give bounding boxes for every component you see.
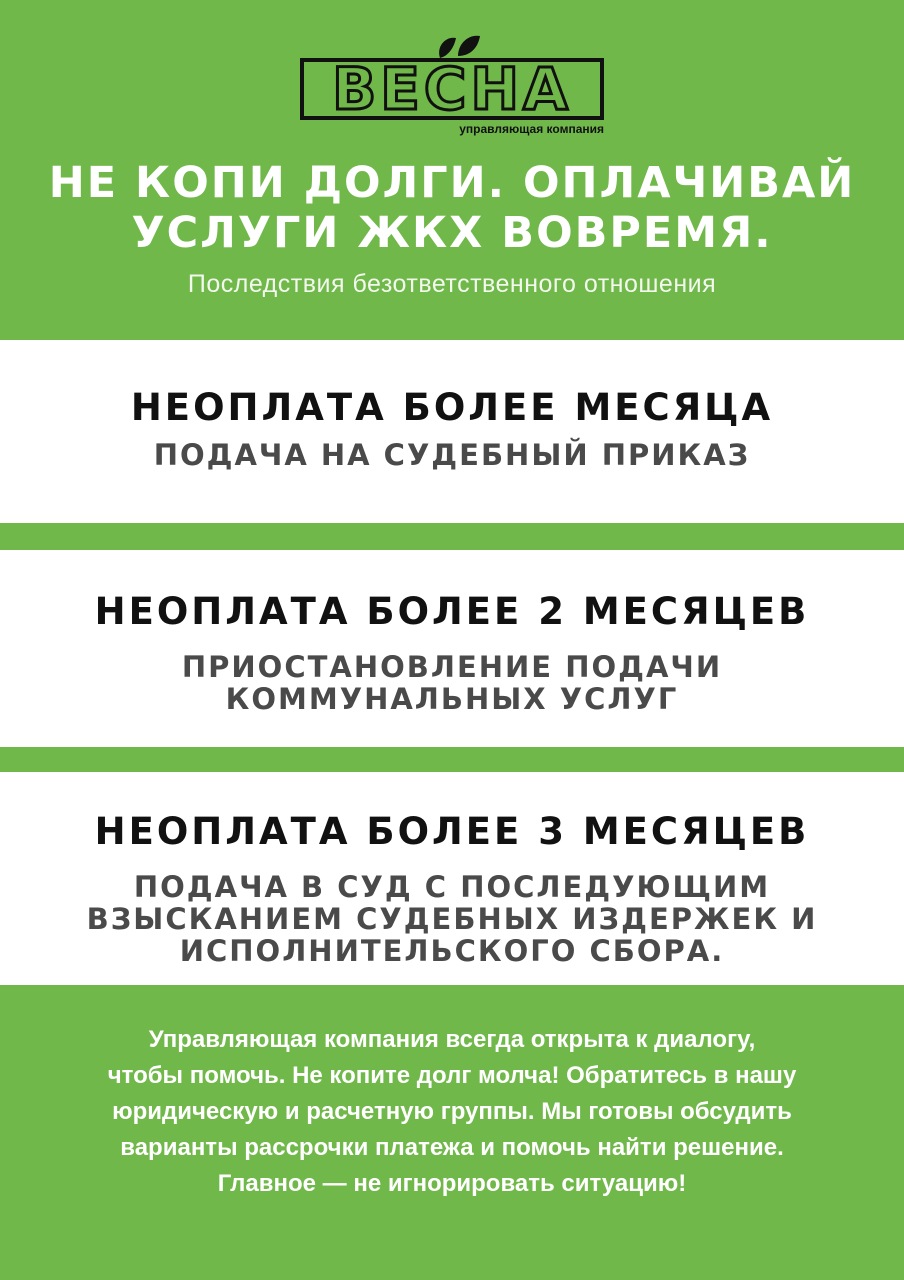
description-line: ПОДАЧА В СУД С ПОСЛЕДУЮЩИМ: [133, 870, 771, 904]
consequence-title: НЕОПЛАТА БОЛЕЕ 2 МЕСЯЦЕВ: [94, 590, 810, 633]
title-line-1: НЕ КОПИ ДОЛГИ. ОПЛАЧИВАЙ: [48, 158, 856, 208]
footer-message: [40, 1022, 864, 1202]
description-line: ПОДАЧА НА СУДЕБНЫЙ ПРИКАЗ: [153, 438, 751, 472]
consequence-title: НЕОПЛАТА БОЛЕЕ МЕСЯЦА: [130, 386, 774, 429]
page-subtitle: Последствия безответственного отношения: [187, 270, 717, 298]
footer-line: Управляющая компания всегда открыта к диалогу,: [148, 1026, 756, 1053]
description-line: КОММУНАЛЬНЫХ УСЛУГ: [225, 682, 679, 716]
consequence-description: [0, 651, 904, 715]
description-line: ИСПОЛНИТЕЛЬСКОГО СБОРА.: [179, 934, 725, 968]
description-line: ПРИОСТАНОВЛЕНИЕ ПОДАЧИ: [181, 650, 723, 684]
consequence-card-2: [0, 550, 904, 747]
consequence-title: НЕОПЛАТА БОЛЕЕ 3 МЕСЯЦЕВ: [94, 810, 810, 853]
footer-line: варианты рассрочки платежа и помочь найти решение.: [120, 1134, 784, 1161]
footer-line: Главное — не игнорировать ситуацию!: [217, 1170, 687, 1197]
footer-line: чтобы помочь. Не копите долг молча! Обратитесь в нашу: [107, 1062, 797, 1089]
title-line-2: УСЛУГИ ЖКХ ВОВРЕМЯ.: [131, 208, 773, 258]
logo-tagline: управляющая компания: [459, 122, 604, 136]
page-title: [0, 158, 904, 258]
footer-line: юридическую и расчетную группы. Мы готовы обсудить: [112, 1098, 792, 1125]
consequence-description: [0, 871, 904, 967]
company-logo: [300, 30, 610, 138]
description-line: ВЗЫСКАНИЕМ СУДЕБНЫХ ИЗДЕРЖЕК И: [86, 902, 818, 936]
consequence-description: [0, 439, 904, 471]
logo-wordmark: ВЕСНА: [332, 55, 572, 123]
consequence-card-1: [0, 340, 904, 523]
consequence-card-3: [0, 772, 904, 985]
